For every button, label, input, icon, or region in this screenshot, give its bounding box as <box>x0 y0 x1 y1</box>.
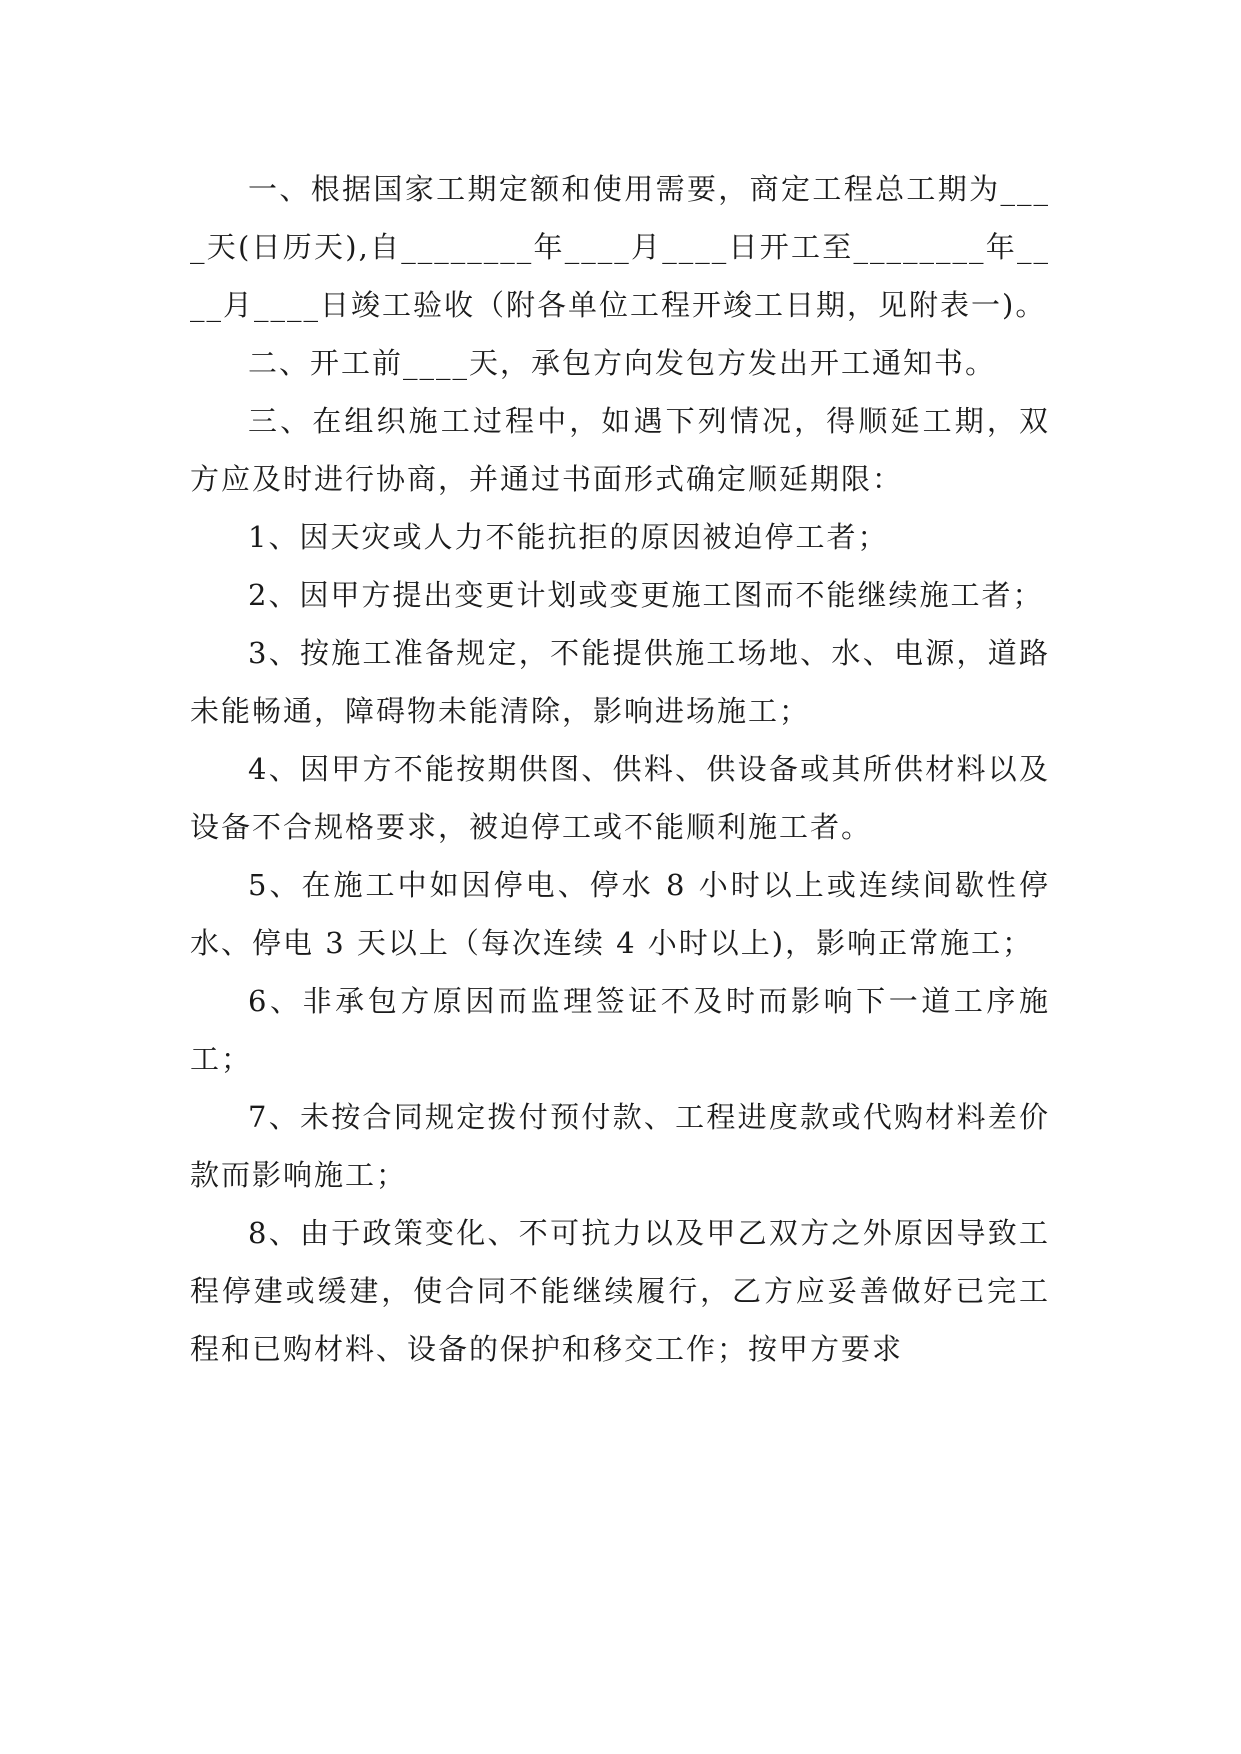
document-body <box>190 160 1050 1378</box>
list-item-6: 6、非承包方原因而监理签证不及时而影响下一道工序施工； <box>190 984 1050 1076</box>
list-item-4: 4、因甲方不能按期供图、供料、供设备或其所供材料以及设备不合规格要求，被迫停工或不能顺利施工者。 <box>190 752 1050 844</box>
list-item-1: 1、因天灾或人力不能抗拒的原因被迫停工者； <box>248 520 889 554</box>
paragraph-extension-intro: 三、在组织施工过程中，如遇下列情况，得顺延工期，双方应及时进行协商，并通过书面形式确定顺延期限： <box>190 404 1050 496</box>
paragraph-start-notice: 二、开工前____天，承包方向发包方发出开工通知书。 <box>248 346 997 380</box>
list-item-5: 5、在施工中如因停电、停水 8 小时以上或连续间歇性停水、停电 3 天以上（每次连续 4 小时以上)，影响正常施工； <box>190 868 1050 960</box>
list-item-2: 2、因甲方提出变更计划或变更施工图而不能继续施工者； <box>248 578 1044 612</box>
list-item-8: 8、由于政策变化、不可抗力以及甲乙双方之外原因导致工程停建或缓建，使合同不能继续履行，乙方应妥善做好已完工程和已购材料、设备的保护和移交工作；按甲方要求 <box>190 1216 1050 1366</box>
list-item-7: 7、未按合同规定拨付预付款、工程进度款或代购材料差价款而影响施工； <box>190 1100 1050 1192</box>
paragraph-duration: 一、根据国家工期定额和使用需要，商定工程总工期为____天(日历天),自________年____月____日开工至________年____月____日竣工验收（附各单位工程开竣工日期，见附表一)。 <box>190 172 1050 322</box>
list-item-3: 3、按施工准备规定，不能提供施工场地、水、电源，道路未能畅通，障碍物未能清除，影响进场施工； <box>190 636 1050 728</box>
